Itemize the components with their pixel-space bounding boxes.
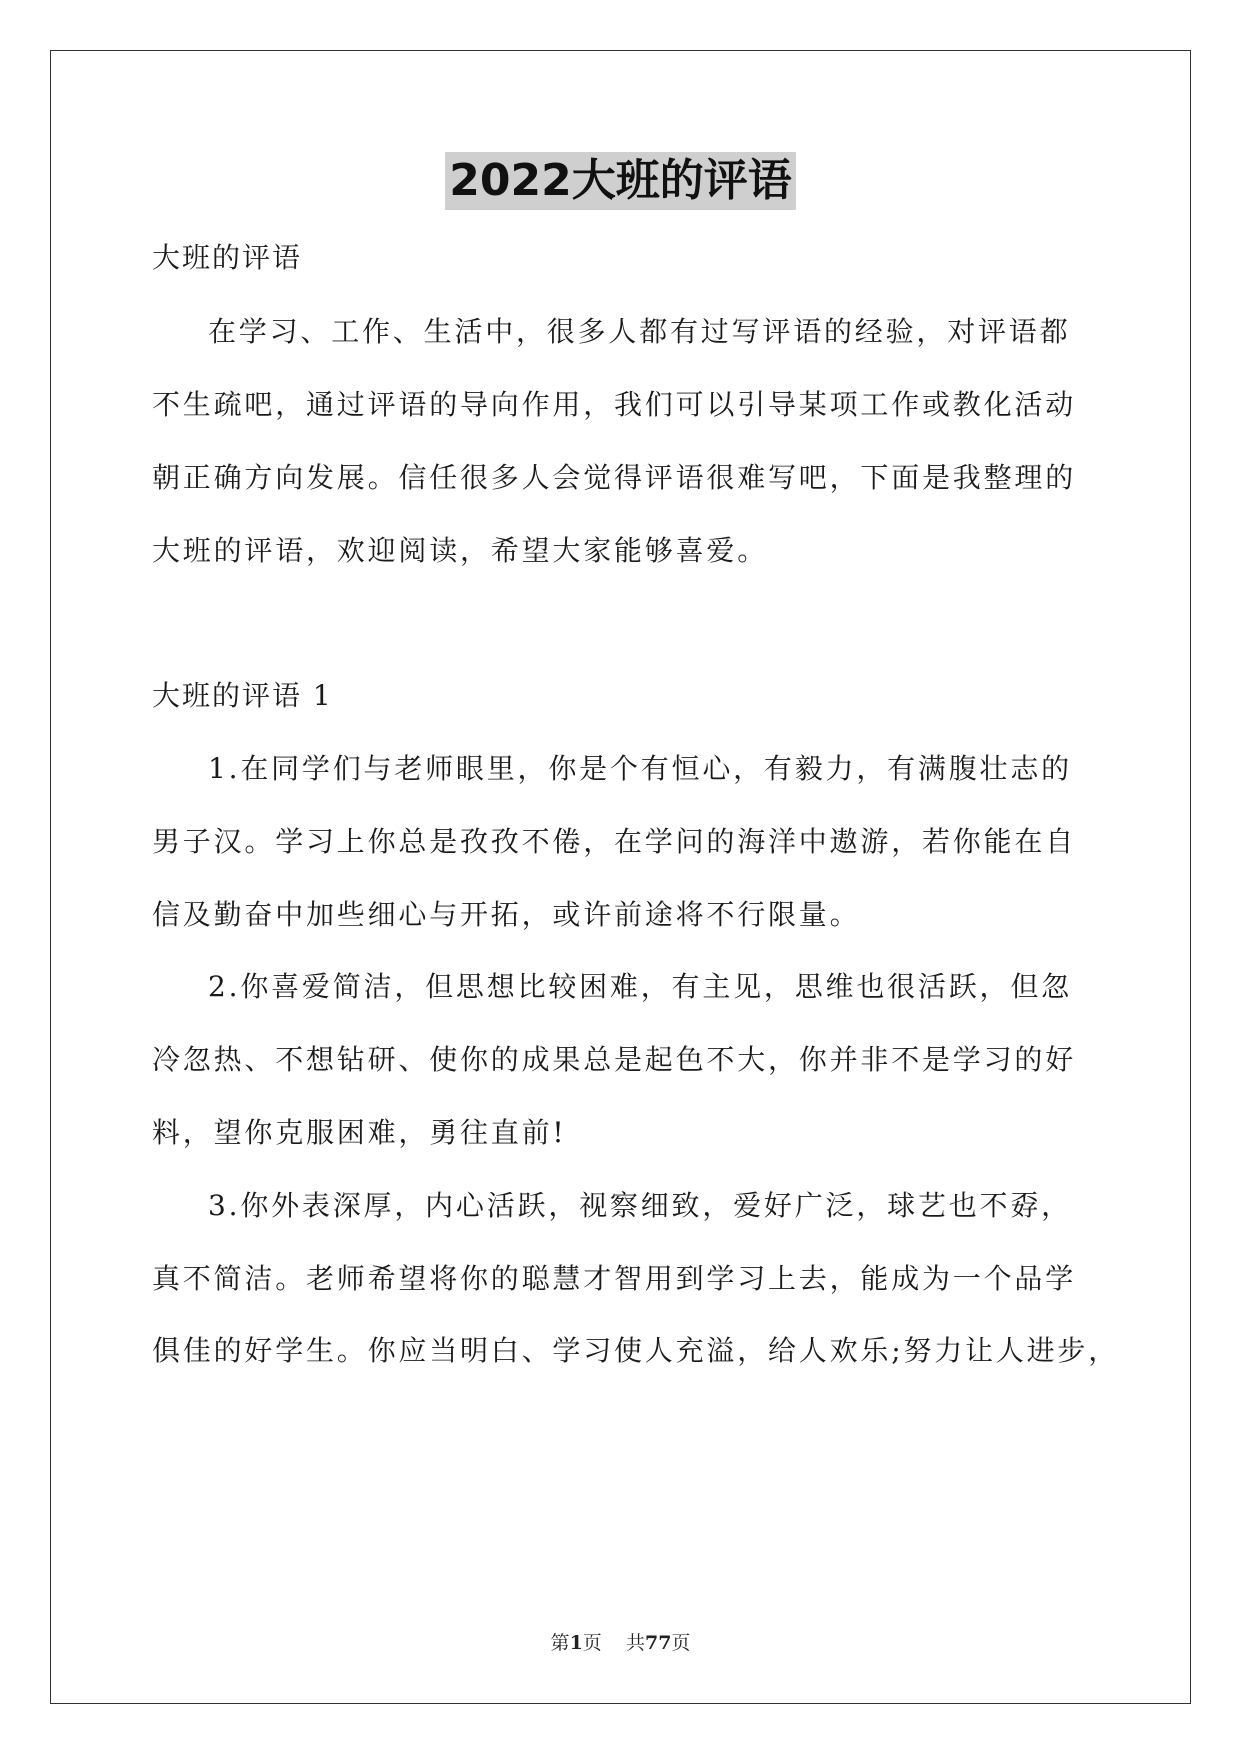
intro-line: 在学习、工作、生活中，很多人都有过写评语的经验，对评语都 (208, 315, 1071, 348)
item-3-line: 俱佳的好学生。你应当明白、学习使人充溢，给人欢乐;努力让人进步， (152, 1334, 1120, 1367)
item-2-line: 冷忽热、不想钻研、使你的成果总是起色不大，你并非不是学习的好 (152, 1043, 1077, 1076)
total-page-count: 77 (644, 1632, 672, 1654)
intro-line: 朝正确方向发展。信任很多人会觉得评语很难写吧，下面是我整理的 (152, 461, 1077, 494)
document-title: 2022大班的评语 (445, 152, 795, 210)
item-1-line: 男子汉。学习上你总是孜孜不倦，在学问的海洋中遨游，若你能在自 (152, 825, 1077, 858)
item-2-line: 2.你喜爱简洁，但思想比较困难，有主见，思维也很活跃，但忽 (208, 970, 1072, 1003)
intro-line: 不生疏吧，通过评语的导向作用，我们可以引导某项工作或教化活动 (152, 388, 1077, 421)
subtitle: 大班的评语 (152, 241, 303, 274)
section-heading: 大班的评语 1 (152, 679, 333, 712)
item-1-line: 信及勤奋中加些细心与开拓，或许前途将不行限量。 (152, 898, 861, 931)
current-page-number: 1 (569, 1632, 583, 1654)
item-1-line: 1.在同学们与老师眼里，你是个有恒心，有毅力，有满腹壮志的 (208, 752, 1072, 785)
footer-middle: 页 共 (582, 1632, 645, 1654)
item-3-line: 3.你外表深厚，内心活跃，视察细致，爱好广泛，球艺也不孬， (208, 1189, 1072, 1222)
title-container (0, 152, 1241, 210)
footer-suffix: 页 (671, 1632, 691, 1654)
footer-prefix: 第 (550, 1632, 570, 1654)
intro-line: 大班的评语，欢迎阅读，希望大家能够喜爱。 (152, 534, 769, 567)
item-2-line: 料，望你克服困难，勇往直前! (152, 1116, 567, 1149)
page-border (50, 50, 1191, 1704)
item-3-line: 真不简洁。老师希望将你的聪慧才智用到学习上去，能成为一个品学 (152, 1262, 1077, 1295)
page-footer (0, 1628, 1241, 1655)
